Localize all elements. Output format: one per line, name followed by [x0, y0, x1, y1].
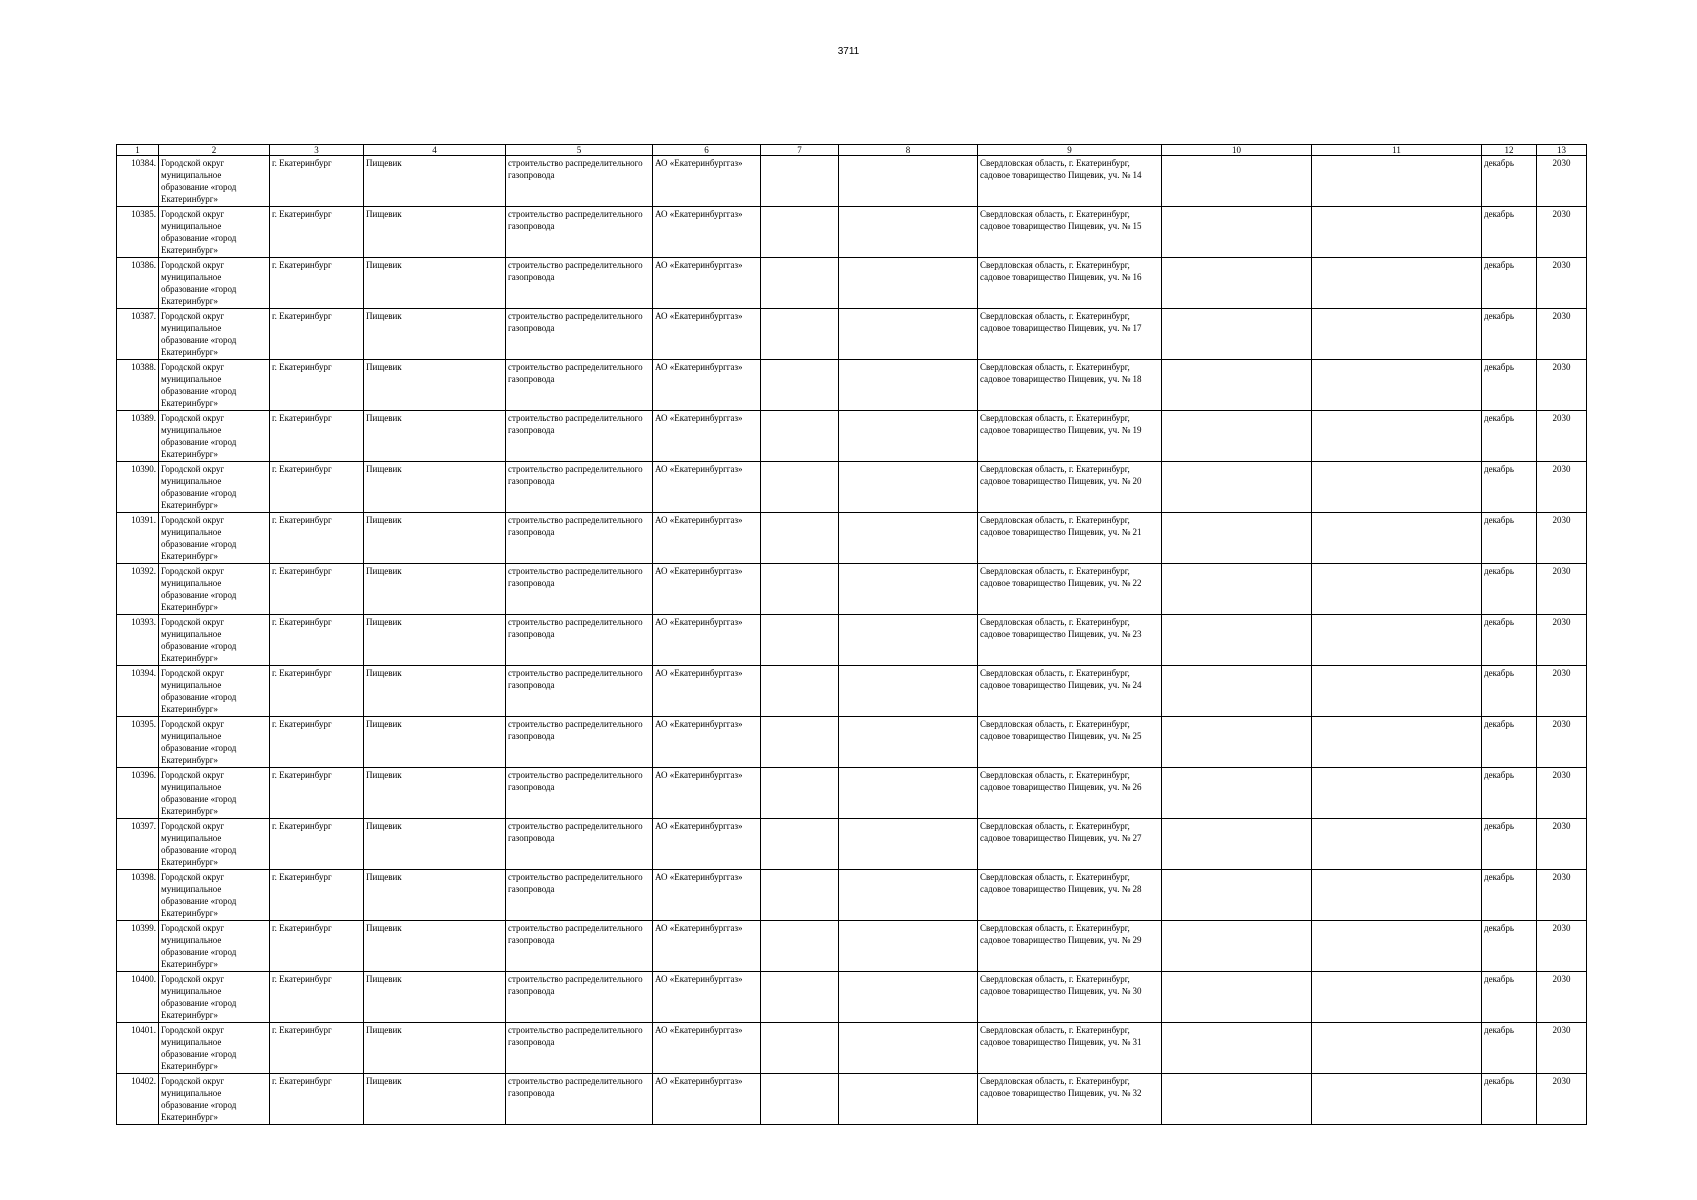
month-cell: декабрь — [1482, 615, 1537, 666]
year-cell: 2030 — [1537, 411, 1587, 462]
column-11-cell — [1312, 411, 1482, 462]
column-11-cell — [1312, 156, 1482, 207]
city-cell: г. Екатеринбург — [270, 768, 364, 819]
column-10-cell — [1162, 309, 1312, 360]
year-cell: 2030 — [1537, 666, 1587, 717]
column-11-cell — [1312, 207, 1482, 258]
row-number: 10394. — [117, 666, 159, 717]
organization-cell: АО «Екатеринбурггаз» — [653, 360, 761, 411]
work-type-cell: строительство распределительного газопровода — [506, 258, 653, 309]
column-header: 4 — [364, 145, 506, 156]
work-type-cell: строительство распределительного газопровода — [506, 513, 653, 564]
organization-cell: АО «Екатеринбурггаз» — [653, 768, 761, 819]
table-row — [117, 360, 1587, 411]
month-cell: декабрь — [1482, 972, 1537, 1023]
column-10-cell — [1162, 921, 1312, 972]
city-cell: г. Екатеринбург — [270, 411, 364, 462]
year-cell: 2030 — [1537, 921, 1587, 972]
work-type-cell: строительство распределительного газопровода — [506, 411, 653, 462]
column-10-cell — [1162, 1074, 1312, 1125]
city-cell: г. Екатеринбург — [270, 921, 364, 972]
work-type-cell: строительство распределительного газопровода — [506, 615, 653, 666]
column-7-cell — [761, 258, 839, 309]
row-number: 10393. — [117, 615, 159, 666]
year-cell: 2030 — [1537, 156, 1587, 207]
address-cell: Свердловская область, г. Екатеринбург, садовое товарищество Пищевик, уч. № 26 — [978, 768, 1162, 819]
month-cell: декабрь — [1482, 309, 1537, 360]
table-row — [117, 921, 1587, 972]
column-11-cell — [1312, 564, 1482, 615]
organization-cell: АО «Екатеринбурггаз» — [653, 207, 761, 258]
column-7-cell — [761, 1023, 839, 1074]
city-cell: г. Екатеринбург — [270, 513, 364, 564]
organization-cell: АО «Екатеринбурггаз» — [653, 1023, 761, 1074]
year-cell: 2030 — [1537, 564, 1587, 615]
row-number: 10384. — [117, 156, 159, 207]
settlement-cell: Пищевик — [364, 411, 506, 462]
work-type-cell: строительство распределительного газопровода — [506, 921, 653, 972]
column-11-cell — [1312, 666, 1482, 717]
settlement-cell: Пищевик — [364, 564, 506, 615]
column-10-cell — [1162, 513, 1312, 564]
column-11-cell — [1312, 1074, 1482, 1125]
row-number: 10399. — [117, 921, 159, 972]
year-cell: 2030 — [1537, 870, 1587, 921]
column-11-cell — [1312, 360, 1482, 411]
month-cell: декабрь — [1482, 1023, 1537, 1074]
work-type-cell: строительство распределительного газопровода — [506, 870, 653, 921]
settlement-cell: Пищевик — [364, 921, 506, 972]
row-number: 10385. — [117, 207, 159, 258]
address-cell: Свердловская область, г. Екатеринбург, садовое товарищество Пищевик, уч. № 28 — [978, 870, 1162, 921]
column-7-cell — [761, 1074, 839, 1125]
work-type-cell: строительство распределительного газопровода — [506, 309, 653, 360]
column-8-cell — [839, 615, 978, 666]
column-11-cell — [1312, 615, 1482, 666]
column-header: 3 — [270, 145, 364, 156]
organization-cell: АО «Екатеринбурггаз» — [653, 717, 761, 768]
municipality-cell: Городской округ муниципальное образование «город Екатеринбург» — [159, 513, 270, 564]
column-10-cell — [1162, 819, 1312, 870]
row-number: 10392. — [117, 564, 159, 615]
city-cell: г. Екатеринбург — [270, 972, 364, 1023]
municipality-cell: Городской округ муниципальное образование «город Екатеринбург» — [159, 564, 270, 615]
column-7-cell — [761, 207, 839, 258]
organization-cell: АО «Екатеринбурггаз» — [653, 411, 761, 462]
column-11-cell — [1312, 768, 1482, 819]
table-row — [117, 615, 1587, 666]
address-cell: Свердловская область, г. Екатеринбург, садовое товарищество Пищевик, уч. № 17 — [978, 309, 1162, 360]
city-cell: г. Екатеринбург — [270, 258, 364, 309]
row-number: 10397. — [117, 819, 159, 870]
work-type-cell: строительство распределительного газопровода — [506, 1023, 653, 1074]
municipality-cell: Городской округ муниципальное образование «город Екатеринбург» — [159, 411, 270, 462]
column-8-cell — [839, 360, 978, 411]
organization-cell: АО «Екатеринбурггаз» — [653, 564, 761, 615]
municipality-cell: Городской округ муниципальное образование «город Екатеринбург» — [159, 309, 270, 360]
address-cell: Свердловская область, г. Екатеринбург, садовое товарищество Пищевик, уч. № 30 — [978, 972, 1162, 1023]
year-cell: 2030 — [1537, 1023, 1587, 1074]
row-number: 10389. — [117, 411, 159, 462]
column-7-cell — [761, 309, 839, 360]
address-cell: Свердловская область, г. Екатеринбург, садовое товарищество Пищевик, уч. № 32 — [978, 1074, 1162, 1125]
column-7-cell — [761, 921, 839, 972]
column-10-cell — [1162, 870, 1312, 921]
year-cell: 2030 — [1537, 768, 1587, 819]
column-10-cell — [1162, 564, 1312, 615]
municipality-cell: Городской округ муниципальное образование «город Екатеринбург» — [159, 258, 270, 309]
year-cell: 2030 — [1537, 258, 1587, 309]
settlement-cell: Пищевик — [364, 156, 506, 207]
year-cell: 2030 — [1537, 207, 1587, 258]
column-8-cell — [839, 1074, 978, 1125]
column-10-cell — [1162, 717, 1312, 768]
table-row — [117, 207, 1587, 258]
city-cell: г. Екатеринбург — [270, 156, 364, 207]
city-cell: г. Екатеринбург — [270, 615, 364, 666]
city-cell: г. Екатеринбург — [270, 717, 364, 768]
organization-cell: АО «Екатеринбурггаз» — [653, 921, 761, 972]
settlement-cell: Пищевик — [364, 207, 506, 258]
table-row — [117, 819, 1587, 870]
settlement-cell: Пищевик — [364, 360, 506, 411]
municipality-cell: Городской округ муниципальное образование «город Екатеринбург» — [159, 717, 270, 768]
row-number: 10398. — [117, 870, 159, 921]
column-11-cell — [1312, 1023, 1482, 1074]
row-number: 10386. — [117, 258, 159, 309]
city-cell: г. Екатеринбург — [270, 870, 364, 921]
settlement-cell: Пищевик — [364, 819, 506, 870]
row-number: 10401. — [117, 1023, 159, 1074]
work-type-cell: строительство распределительного газопровода — [506, 360, 653, 411]
header-row — [117, 145, 1587, 156]
column-header: 13 — [1537, 145, 1587, 156]
table-row — [117, 258, 1587, 309]
year-cell: 2030 — [1537, 1074, 1587, 1125]
column-7-cell — [761, 513, 839, 564]
column-7-cell — [761, 411, 839, 462]
month-cell: декабрь — [1482, 921, 1537, 972]
table-row — [117, 513, 1587, 564]
organization-cell: АО «Екатеринбурггаз» — [653, 870, 761, 921]
column-7-cell — [761, 615, 839, 666]
address-cell: Свердловская область, г. Екатеринбург, садовое товарищество Пищевик, уч. № 15 — [978, 207, 1162, 258]
month-cell: декабрь — [1482, 207, 1537, 258]
column-8-cell — [839, 768, 978, 819]
column-7-cell — [761, 819, 839, 870]
table-row — [117, 156, 1587, 207]
column-10-cell — [1162, 411, 1312, 462]
settlement-cell: Пищевик — [364, 717, 506, 768]
column-11-cell — [1312, 972, 1482, 1023]
municipality-cell: Городской округ муниципальное образование «город Екатеринбург» — [159, 156, 270, 207]
settlement-cell: Пищевик — [364, 1074, 506, 1125]
organization-cell: АО «Екатеринбурггаз» — [653, 309, 761, 360]
column-11-cell — [1312, 258, 1482, 309]
settlement-cell: Пищевик — [364, 513, 506, 564]
municipality-cell: Городской округ муниципальное образование «город Екатеринбург» — [159, 666, 270, 717]
column-7-cell — [761, 870, 839, 921]
organization-cell: АО «Екатеринбурггаз» — [653, 1074, 761, 1125]
organization-cell: АО «Екатеринбурггаз» — [653, 666, 761, 717]
work-type-cell: строительство распределительного газопровода — [506, 768, 653, 819]
municipality-cell: Городской округ муниципальное образование «город Екатеринбург» — [159, 615, 270, 666]
column-header: 5 — [506, 145, 653, 156]
column-10-cell — [1162, 156, 1312, 207]
table-row — [117, 972, 1587, 1023]
address-cell: Свердловская область, г. Екатеринбург, садовое товарищество Пищевик, уч. № 22 — [978, 564, 1162, 615]
settlement-cell: Пищевик — [364, 462, 506, 513]
table-row — [117, 1074, 1587, 1125]
column-10-cell — [1162, 1023, 1312, 1074]
month-cell: декабрь — [1482, 1074, 1537, 1125]
year-cell: 2030 — [1537, 309, 1587, 360]
column-10-cell — [1162, 360, 1312, 411]
address-cell: Свердловская область, г. Екатеринбург, садовое товарищество Пищевик, уч. № 27 — [978, 819, 1162, 870]
column-7-cell — [761, 360, 839, 411]
month-cell: декабрь — [1482, 768, 1537, 819]
column-8-cell — [839, 564, 978, 615]
month-cell: декабрь — [1482, 564, 1537, 615]
column-11-cell — [1312, 921, 1482, 972]
settlement-cell: Пищевик — [364, 870, 506, 921]
year-cell: 2030 — [1537, 819, 1587, 870]
municipality-cell: Городской округ муниципальное образование «город Екатеринбург» — [159, 1074, 270, 1125]
column-8-cell — [839, 411, 978, 462]
column-11-cell — [1312, 870, 1482, 921]
column-8-cell — [839, 921, 978, 972]
year-cell: 2030 — [1537, 615, 1587, 666]
month-cell: декабрь — [1482, 462, 1537, 513]
column-10-cell — [1162, 768, 1312, 819]
city-cell: г. Екатеринбург — [270, 1074, 364, 1125]
table-row — [117, 717, 1587, 768]
address-cell: Свердловская область, г. Екатеринбург, садовое товарищество Пищевик, уч. № 23 — [978, 615, 1162, 666]
month-cell: декабрь — [1482, 513, 1537, 564]
city-cell: г. Екатеринбург — [270, 1023, 364, 1074]
settlement-cell: Пищевик — [364, 768, 506, 819]
register-table — [116, 144, 1587, 1125]
address-cell: Свердловская область, г. Екатеринбург, садовое товарищество Пищевик, уч. № 24 — [978, 666, 1162, 717]
work-type-cell: строительство распределительного газопровода — [506, 717, 653, 768]
month-cell: декабрь — [1482, 666, 1537, 717]
column-8-cell — [839, 207, 978, 258]
column-11-cell — [1312, 819, 1482, 870]
column-11-cell — [1312, 513, 1482, 564]
month-cell: декабрь — [1482, 156, 1537, 207]
address-cell: Свердловская область, г. Екатеринбург, садовое товарищество Пищевик, уч. № 25 — [978, 717, 1162, 768]
work-type-cell: строительство распределительного газопровода — [506, 1074, 653, 1125]
settlement-cell: Пищевик — [364, 258, 506, 309]
table-row — [117, 768, 1587, 819]
table-body — [117, 156, 1587, 1125]
column-10-cell — [1162, 615, 1312, 666]
address-cell: Свердловская область, г. Екатеринбург, садовое товарищество Пищевик, уч. № 20 — [978, 462, 1162, 513]
row-number: 10400. — [117, 972, 159, 1023]
municipality-cell: Городской округ муниципальное образование «город Екатеринбург» — [159, 360, 270, 411]
settlement-cell: Пищевик — [364, 309, 506, 360]
municipality-cell: Городской округ муниципальное образование «город Екатеринбург» — [159, 972, 270, 1023]
work-type-cell: строительство распределительного газопровода — [506, 666, 653, 717]
address-cell: Свердловская область, г. Екатеринбург, садовое товарищество Пищевик, уч. № 19 — [978, 411, 1162, 462]
row-number: 10390. — [117, 462, 159, 513]
column-7-cell — [761, 717, 839, 768]
municipality-cell: Городской округ муниципальное образование «город Екатеринбург» — [159, 921, 270, 972]
organization-cell: АО «Екатеринбурггаз» — [653, 615, 761, 666]
year-cell: 2030 — [1537, 360, 1587, 411]
column-10-cell — [1162, 462, 1312, 513]
month-cell: декабрь — [1482, 870, 1537, 921]
work-type-cell: строительство распределительного газопровода — [506, 564, 653, 615]
municipality-cell: Городской округ муниципальное образование «город Екатеринбург» — [159, 870, 270, 921]
municipality-cell: Городской округ муниципальное образование «город Екатеринбург» — [159, 462, 270, 513]
column-header: 9 — [978, 145, 1162, 156]
month-cell: декабрь — [1482, 411, 1537, 462]
row-number: 10395. — [117, 717, 159, 768]
column-header: 1 — [117, 145, 159, 156]
column-8-cell — [839, 666, 978, 717]
row-number: 10396. — [117, 768, 159, 819]
address-cell: Свердловская область, г. Екатеринбург, садовое товарищество Пищевик, уч. № 29 — [978, 921, 1162, 972]
row-number: 10402. — [117, 1074, 159, 1125]
column-header: 11 — [1312, 145, 1482, 156]
organization-cell: АО «Екатеринбурггаз» — [653, 258, 761, 309]
municipality-cell: Городской округ муниципальное образование «город Екатеринбург» — [159, 1023, 270, 1074]
column-7-cell — [761, 768, 839, 819]
organization-cell: АО «Екатеринбурггаз» — [653, 156, 761, 207]
municipality-cell: Городской округ муниципальное образование «город Екатеринбург» — [159, 819, 270, 870]
column-header: 2 — [159, 145, 270, 156]
table-row — [117, 666, 1587, 717]
city-cell: г. Екатеринбург — [270, 309, 364, 360]
row-number: 10387. — [117, 309, 159, 360]
column-7-cell — [761, 462, 839, 513]
settlement-cell: Пищевик — [364, 972, 506, 1023]
column-10-cell — [1162, 972, 1312, 1023]
municipality-cell: Городской округ муниципальное образование «город Екатеринбург» — [159, 207, 270, 258]
row-number: 10391. — [117, 513, 159, 564]
address-cell: Свердловская область, г. Екатеринбург, садовое товарищество Пищевик, уч. № 21 — [978, 513, 1162, 564]
year-cell: 2030 — [1537, 513, 1587, 564]
address-cell: Свердловская область, г. Екатеринбург, садовое товарищество Пищевик, уч. № 31 — [978, 1023, 1162, 1074]
municipality-cell: Городской округ муниципальное образование «город Екатеринбург» — [159, 768, 270, 819]
column-header: 12 — [1482, 145, 1537, 156]
work-type-cell: строительство распределительного газопровода — [506, 156, 653, 207]
column-8-cell — [839, 309, 978, 360]
column-8-cell — [839, 513, 978, 564]
address-cell: Свердловская область, г. Екатеринбург, садовое товарищество Пищевик, уч. № 16 — [978, 258, 1162, 309]
organization-cell: АО «Екатеринбурггаз» — [653, 972, 761, 1023]
column-11-cell — [1312, 462, 1482, 513]
work-type-cell: строительство распределительного газопровода — [506, 972, 653, 1023]
month-cell: декабрь — [1482, 360, 1537, 411]
column-7-cell — [761, 666, 839, 717]
year-cell: 2030 — [1537, 972, 1587, 1023]
column-8-cell — [839, 1023, 978, 1074]
table-row — [117, 870, 1587, 921]
column-7-cell — [761, 972, 839, 1023]
column-7-cell — [761, 156, 839, 207]
column-8-cell — [839, 258, 978, 309]
column-8-cell — [839, 717, 978, 768]
column-11-cell — [1312, 309, 1482, 360]
table-row — [117, 411, 1587, 462]
organization-cell: АО «Екатеринбурггаз» — [653, 513, 761, 564]
year-cell: 2030 — [1537, 462, 1587, 513]
table-row — [117, 1023, 1587, 1074]
column-10-cell — [1162, 207, 1312, 258]
city-cell: г. Екатеринбург — [270, 564, 364, 615]
year-cell: 2030 — [1537, 717, 1587, 768]
column-8-cell — [839, 156, 978, 207]
city-cell: г. Екатеринбург — [270, 462, 364, 513]
organization-cell: АО «Екатеринбурггаз» — [653, 462, 761, 513]
settlement-cell: Пищевик — [364, 666, 506, 717]
month-cell: декабрь — [1482, 819, 1537, 870]
organization-cell: АО «Екатеринбурггаз» — [653, 819, 761, 870]
month-cell: декабрь — [1482, 717, 1537, 768]
city-cell: г. Екатеринбург — [270, 819, 364, 870]
table-row — [117, 462, 1587, 513]
column-11-cell — [1312, 717, 1482, 768]
work-type-cell: строительство распределительного газопровода — [506, 819, 653, 870]
table-row — [117, 309, 1587, 360]
column-10-cell — [1162, 258, 1312, 309]
month-cell: декабрь — [1482, 258, 1537, 309]
column-8-cell — [839, 972, 978, 1023]
column-header: 10 — [1162, 145, 1312, 156]
address-cell: Свердловская область, г. Екатеринбург, садовое товарищество Пищевик, уч. № 14 — [978, 156, 1162, 207]
city-cell: г. Екатеринбург — [270, 666, 364, 717]
work-type-cell: строительство распределительного газопровода — [506, 207, 653, 258]
column-10-cell — [1162, 666, 1312, 717]
address-cell: Свердловская область, г. Екатеринбург, садовое товарищество Пищевик, уч. № 18 — [978, 360, 1162, 411]
city-cell: г. Екатеринбург — [270, 207, 364, 258]
table-row — [117, 564, 1587, 615]
column-header: 8 — [839, 145, 978, 156]
column-8-cell — [839, 462, 978, 513]
settlement-cell: Пищевик — [364, 615, 506, 666]
column-8-cell — [839, 819, 978, 870]
column-7-cell — [761, 564, 839, 615]
column-8-cell — [839, 870, 978, 921]
column-header: 7 — [761, 145, 839, 156]
work-type-cell: строительство распределительного газопровода — [506, 462, 653, 513]
row-number: 10388. — [117, 360, 159, 411]
city-cell: г. Екатеринбург — [270, 360, 364, 411]
column-header: 6 — [653, 145, 761, 156]
settlement-cell: Пищевик — [364, 1023, 506, 1074]
page-number: 3711 — [837, 46, 860, 57]
